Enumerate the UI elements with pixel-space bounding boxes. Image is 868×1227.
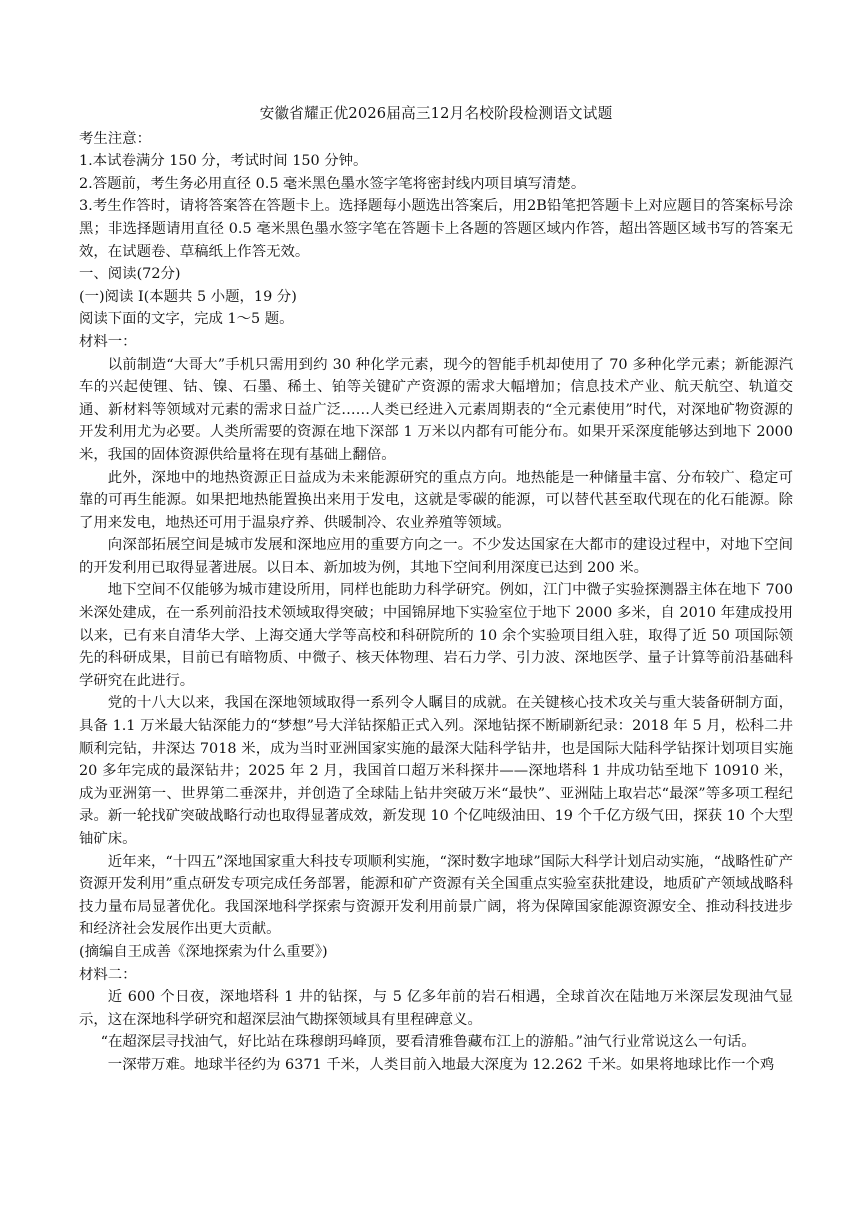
section-heading: 一、阅读(72分) — [79, 266, 181, 283]
material-one-paragraph: 向深部拓展空间是城市发展和深地应用的重要方向之一。不少发达国家在大都市的建设过程中，对地下空间的开发利用已取得显著进展。以日本、新加坡为例，其地下空间利用深度已达到 200 米。 — [79, 537, 793, 576]
exam-title: 安徽省耀正优2026届高三12月名校阶段检测语文试题 — [259, 105, 613, 122]
exam-page — [79, 103, 793, 1077]
notice-item-3: 3.考生作答时，请将答案答在答题卡上。选择题每小题选出答案后，用2B铅笔把答题卡上对应题目的答案标号涂黑；非选择题请用直径 0.5 毫米黑色墨水签字笔在答题卡上各题的答题区域内作答，超出答题区域书写的答案无效，在试题卷、草稿纸上作答无效。 — [79, 198, 793, 260]
material-one-paragraph: 以前制造“大哥大”手机只需用到约 30 种化学元素，现今的智能手机却使用了 70 多种化学元素；新能源汽车的兴起使锂、钴、镍、石墨、稀土、铂等关键矿产资源的需求大幅增加；信息技术产业、航天航空、轨道交通、新材料等领域对元素的需求日益广泛……人类已经进入元素周期表的“全元素使用”时代，对深地矿物资源的开发利用尤为必要。人类所需要的资源在地下深部 1 万米以内都有可能分布。如果开采深度能够达到地下 2000 米，我国的固体资源供给量将在现有基础上翻倍。 — [79, 356, 793, 463]
material-one-paragraph: 此外，深地中的地热资源正日益成为未来能源研究的重点方向。地热能是一种储量丰富、分布较广、稳定可靠的可再生能源。如果把地热能置换出来用于发电，这就是零碳的能源，可以替代甚至取代现在的化石能源。除了用来发电，地热还可用于温泉疗养、供暖制冷、农业养殖等领域。 — [79, 469, 793, 531]
notice-heading: 考生注意： — [79, 130, 151, 147]
material-one-paragraph: 近年来，“十四五”深地国家重大科技专项顺利实施，“深时数字地球”国际大科学计划启动实施，“战略性矿产资源开发利用”重点研发专项完成任务部署，能源和矿产资源有关全国重点实验室获批建设，地质矿产领域战略科技力量布局显著优化。我国深地科学探索与资源开发利用前景广阔，将为保障国家能源资源安全、推动科技进步和经济社会发展作出更大贡献。 — [79, 853, 793, 938]
material-one-source: (摘编自王成善《深地探索为什么重要》) — [79, 943, 328, 960]
material-two-paragraph: 近 600 个日夜，深地塔科 1 井的钻探，与 5 亿多年前的岩石相遇，全球首次在陆地万米深层发现油气显示，这在深地科学研究和超深层油气勘探领域具有里程碑意义。 — [79, 989, 793, 1028]
material-one-paragraph: 地下空间不仅能够为城市建设所用，同样也能助力科学研究。例如，江门中微子实验探测器主体在地下 700 米深处建成，在一系列前沿技术领域取得突破；中国锦屏地下实验室位于地下 2000 多米，自 2010 年建成投用以来，已有来自清华大学、上海交通大学等高校和科研院所的 10 余个实验项目组入驻，取得了近 50 项国际领先的科研成果，目前已有暗物质、中微子、核天体物理、岩石力学、引力波、深地医学、量子计算等前沿基础科学研究在此进行。 — [79, 582, 793, 689]
material-one-label: 材料一： — [79, 333, 137, 350]
reading-instruction: 阅读下面的文字，完成 1～5 题。 — [79, 311, 294, 328]
material-two-label: 材料二： — [79, 966, 137, 983]
notice-item-2: 2.答题前，考生务必用直径 0.5 毫米黑色墨水签字笔将密封线内项目填写清楚。 — [79, 175, 586, 192]
subsection-heading: (一)阅读 I(本题共 5 小题，19 分) — [79, 288, 297, 305]
material-two-paragraph: “在超深层寻找油气，好比站在珠穆朗玛峰顶，要看清雅鲁藏布江上的游船。”油气行业常说这么一句话。 — [100, 1034, 756, 1051]
notice-item-1: 1.本试卷满分 150 分，考试时间 150 分钟。 — [79, 153, 368, 170]
material-one-paragraph: 党的十八大以来，我国在深地领域取得一系列令人瞩目的成就。在关键核心技术攻关与重大装备研制方面，具备 1.1 万米最大钻深能力的“梦想”号大洋钻探船正式入列。深地钻探不断刷新纪录：2018 年 5 月，松科二井顺利完钻，井深达 7018 米，成为当时亚洲国家实施的最深大陆科学钻井，也是国际大陆科学钻探计划项目实施 20 多年完成的最深钻井；2025 年 2 月，我国首口超万米科探井——深地塔科 1 井成功钻至地下 10910 米，成为亚洲第一、世界第二垂深井，并创造了全球陆上钻井突破万米“最快”、亚洲陆上取岩芯“最深”等多项工程纪录。新一轮找矿突破战略行动也取得显著成效，新发现 10 个亿吨级油田、19 个千亿方级气田，探获 10 个大型铀矿床。 — [79, 695, 793, 847]
material-two-paragraph: 一深带万难。地球半径约为 6371 千米，人类目前入地最大深度为 12.262 千米。如果将地球比作一个鸡 — [107, 1056, 775, 1073]
